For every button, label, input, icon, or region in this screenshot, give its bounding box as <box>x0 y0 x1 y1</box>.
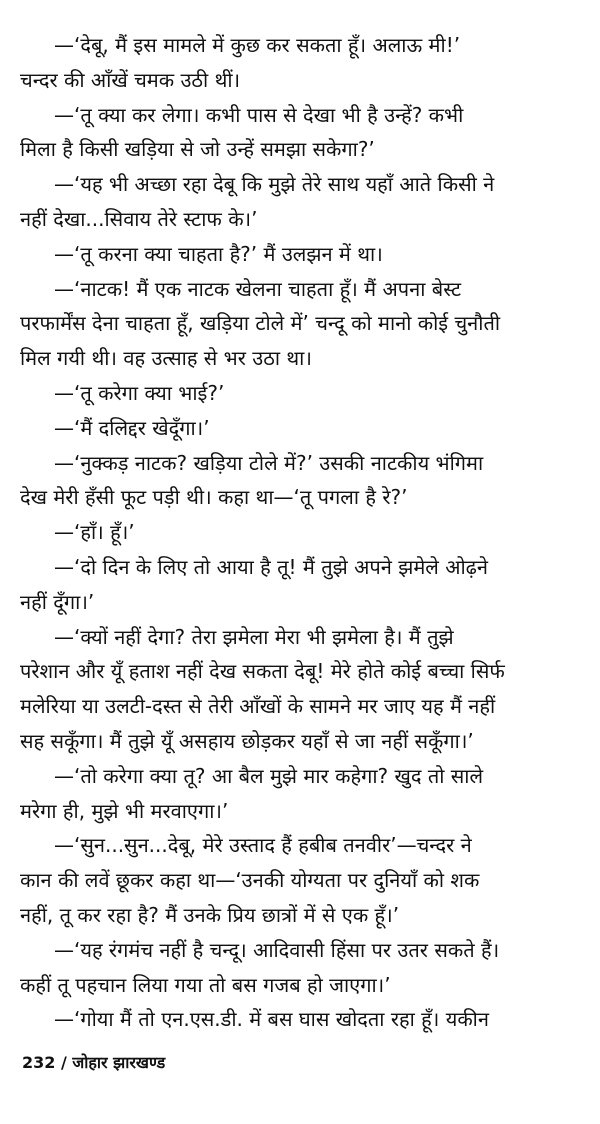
text-line: मिल गयी थी। वह उत्साह से भर उठा था। <box>20 346 312 371</box>
text-line: मरेगा ही, मुझे भी मरवाएगा।’ <box>20 798 229 823</box>
text-line: —‘नुक्कड़ नाटक? खड़िया टोले में?’ उसकी नाटकीय भंगिमा <box>54 450 484 475</box>
text-line: परफार्मेंस देना चाहता हूँ, खड़िया टोले में’ चन्दू को मानो कोई चुनौती <box>20 311 501 336</box>
text-line: कान की लवें छूकर कहा था—‘उनकी योग्यता पर दुनियाँ को शक <box>20 868 480 893</box>
text-line: —‘गोया मैं तो एन.एस.डी. में बस घास खोदता रहा हूँ। यकीन <box>54 1007 489 1032</box>
text-line: —‘दो दिन के लिए तो आया है तू! मैं तुझे अपने झमेले ओढ़ने <box>54 554 489 579</box>
text-line: —‘हाँ। हूँ।’ <box>54 520 135 545</box>
text-line: —‘तू करेगा क्या भाई?’ <box>54 380 225 405</box>
text-line: —‘तू करना क्या चाहता है?’ मैं उलझन में था। <box>54 241 383 266</box>
text-line: —‘नाटक! मैं एक नाटक खेलना चाहता हूँ। मैं अपना बेस्ट <box>54 276 462 301</box>
text-line: मलेरिया या उलटी-दस्त से तेरी आँखों के सामने मर जाए यह मैं नहीं <box>20 694 496 719</box>
text-line: —‘मैं दलिद्दर खेदूँगा।’ <box>54 415 210 440</box>
text-line: मिला है किसी खड़िया से जो उन्हें समझा सकेगा?’ <box>20 137 375 162</box>
text-line: चन्दर की आँखें चमक उठी थीं। <box>20 67 241 92</box>
text-line: परेशान और यूँ हताश नहीं देख सकता देबू! मेरे होते कोई बच्चा सिर्फ <box>20 659 505 684</box>
text-line: —‘यह भी अच्छा रहा देबू कि मुझे तेरे साथ यहाँ आते किसी ने <box>54 172 495 197</box>
text-line: —‘सुन...सुन...देबू, मेरे उस्ताद हैं हबीब तनवीर’—चन्दर ने <box>54 833 472 858</box>
text-line: नहीं दूँगा।’ <box>20 589 95 614</box>
text-line: नहीं देखा...सिवाय तेरे स्टाफ के।’ <box>20 206 258 231</box>
text-line: —‘देबू, मैं इस मामले में कुछ कर सकता हूँ। अलाऊ मी!’ <box>54 33 461 57</box>
text-line: कहीं तू पहचान लिया गया तो बस गजब हो जाएगा।’ <box>20 972 391 997</box>
body-text <box>20 28 588 1037</box>
text-line: —‘क्यों नहीं देगा? तेरा झमेला मेरा भी झमेला है। मैं तुझे <box>54 624 454 649</box>
text-line: —‘तू क्या कर लेगा। कभी पास से देखा भी है उन्हें? कभी <box>54 102 464 127</box>
text-line: —‘तो करेगा क्या तू? आ बैल मुझे मार कहेगा? खुद तो साले <box>54 763 484 788</box>
text-line: नहीं, तू कर रहा है? मैं उनके प्रिय छात्रों में से एक हूँ।’ <box>20 902 400 927</box>
page-footer: 232 / जोहार झारखण्ड <box>22 1053 166 1072</box>
text-line: देख मेरी हँसी फूट पड़ी थी। कहा था—‘तू पगला है रे?’ <box>20 485 408 510</box>
text-line: सह सकूँगा। मैं तुझे यूँ असहाय छोड़कर यहाँ से जा नहीं सकूँगा।’ <box>20 728 474 753</box>
text-line: —‘यह रंगमंच नहीं है चन्दू। आदिवासी हिंसा पर उतर सकते हैं। <box>54 937 500 962</box>
